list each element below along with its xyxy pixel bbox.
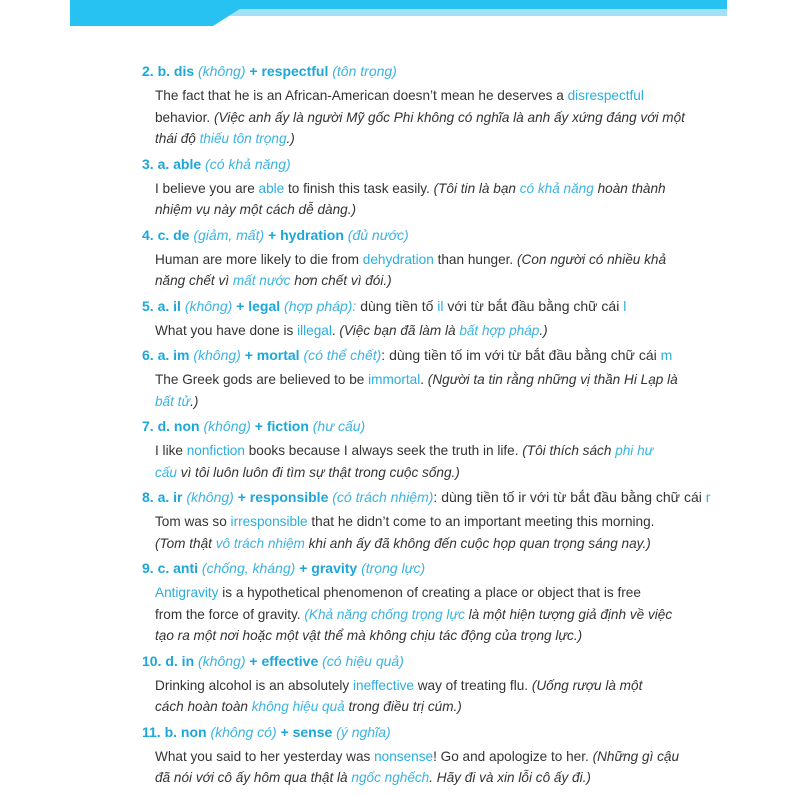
text-segment: vì tôi luôn luôn đi tìm sự thật trong cuộc sống.)	[176, 464, 460, 480]
highlighted-term: + respectful	[245, 63, 333, 79]
highlighted-term: (có thể chết)	[303, 347, 382, 363]
answer-heading	[142, 344, 682, 366]
text-segment: .	[331, 322, 340, 338]
text-line	[155, 462, 682, 484]
highlighted-term: + sense	[276, 723, 337, 740]
text-segment: behavior.	[155, 109, 214, 125]
highlighted-term: 3. a. able	[142, 155, 206, 172]
answer-heading	[142, 557, 682, 579]
text-line	[155, 270, 682, 292]
example-sentence	[155, 369, 682, 412]
highlighted-term: thiếu tôn trọng	[199, 131, 287, 146]
highlighted-term: irresponsible	[230, 514, 308, 529]
answer-heading	[142, 153, 682, 175]
highlighted-term: immortal	[368, 372, 421, 387]
highlighted-term: + mortal	[240, 347, 304, 363]
text-segment: What you have done is	[155, 322, 298, 338]
answer-heading	[142, 60, 682, 82]
highlighted-term: able	[258, 180, 285, 196]
answer-heading	[142, 295, 682, 317]
text-segment: hoàn thành	[593, 180, 666, 196]
answer-entry	[142, 295, 682, 342]
text-segment: ! Go and apologize to her.	[433, 748, 593, 764]
example-sentence	[155, 440, 682, 483]
text-segment: What you said to her yesterday was	[155, 748, 375, 764]
text-segment: với từ bắt đầu bằng chữ cái	[443, 297, 624, 314]
text-segment: tạo ra một nơi hoặc một vật thể mà không chịu tác động của trọng lực.)	[155, 628, 583, 643]
text-segment: I like	[155, 443, 187, 458]
highlighted-term: phi hư	[615, 443, 654, 458]
text-segment: là một hiện tượng giả định về việc	[464, 606, 673, 622]
text-segment: than hunger.	[433, 251, 517, 267]
text-line	[155, 85, 682, 107]
text-segment: nhiệm vụ này một cách dễ dàng.)	[155, 202, 356, 217]
text-segment: (Uống rượu là một	[531, 677, 643, 693]
text-segment: I believe you are	[155, 180, 259, 196]
highlighted-term: (có trách nhiệm)	[332, 489, 434, 505]
text-segment: The Greek gods are believed to be	[155, 372, 369, 387]
text-segment: Drinking alcohol is an absolutely	[155, 677, 353, 693]
text-segment: Human are more likely to die from	[155, 251, 363, 267]
highlighted-term: 8. a. ir	[142, 489, 187, 505]
highlighted-term: r	[705, 489, 711, 505]
text-line	[155, 369, 682, 391]
highlighted-term: vô trách nhiệm	[215, 535, 305, 551]
text-line	[155, 107, 685, 129]
text-segment: .	[420, 372, 428, 387]
text-line	[155, 128, 682, 150]
highlighted-term: dehydration	[362, 251, 434, 267]
highlighted-term: bất tử	[155, 393, 191, 409]
text-line	[155, 249, 682, 271]
answer-heading	[142, 650, 682, 672]
highlighted-term: cấu	[155, 464, 177, 480]
text-segment: that he didn’t come to an important meeting this morning.	[307, 514, 655, 529]
highlighted-term: (ý nghĩa)	[336, 723, 391, 740]
text-segment: is a hypothetical phenomenon of creating a place or object that is free	[218, 585, 641, 600]
highlighted-term: (Khả năng chống trọng lực	[304, 606, 465, 622]
highlighted-term: (tôn trọng)	[332, 63, 397, 79]
highlighted-term: 10. d. in	[142, 652, 199, 669]
text-segment: (Những gì cậu	[592, 748, 680, 764]
text-segment: đã nói với cô ấy hôm qua thật là	[155, 770, 352, 785]
highlighted-term: (có hiệu quả)	[322, 652, 404, 669]
highlighted-term: (không)	[193, 347, 241, 363]
highlighted-term: ngốc nghếch	[351, 770, 430, 785]
text-segment: (Tôi thích sách	[522, 443, 616, 458]
highlighted-term: (trọng lực)	[361, 560, 426, 576]
text-segment: way of treating flu.	[413, 677, 532, 693]
text-segment: khi anh ấy đã không đến cuộc họp quan trọng sáng nay.)	[304, 535, 651, 551]
highlighted-term: + responsible	[233, 489, 333, 505]
highlighted-term: (chống, kháng)	[201, 560, 296, 576]
text-line	[155, 604, 682, 626]
text-line	[155, 533, 682, 555]
text-line	[155, 511, 682, 533]
example-sentence	[155, 85, 685, 150]
text-segment: to finish this task easily.	[284, 180, 434, 196]
text-line	[155, 391, 682, 413]
text-segment: trong điều trị cúm.)	[344, 699, 462, 714]
text-segment: . Hãy đi và xin lỗi cô ấy đi.)	[429, 770, 591, 785]
text-segment: (Tom thật	[155, 535, 216, 551]
highlighted-term: (đủ nước)	[347, 226, 409, 243]
text-line	[155, 767, 682, 789]
text-segment: Tom was so	[155, 514, 231, 529]
example-sentence	[155, 320, 682, 342]
text-segment: (Tôi tin là bạn	[433, 180, 520, 196]
highlighted-term: + hydration	[264, 226, 348, 243]
highlighted-term: có khả năng	[519, 180, 594, 196]
example-sentence	[155, 746, 682, 789]
text-segment: books because I always seek the truth in life.	[244, 443, 523, 458]
highlighted-term: + fiction	[250, 418, 313, 434]
highlighted-term: 6. a. im	[142, 347, 194, 363]
text-segment: (Việc bạn đã làm là	[339, 322, 460, 338]
highlighted-term: (không)	[203, 418, 251, 434]
highlighted-term: mất nước	[232, 273, 291, 288]
answer-entry	[142, 557, 682, 647]
text-segment: hơn chết vì đói.)	[290, 273, 392, 288]
text-line	[155, 320, 682, 342]
highlighted-term: 11. b. non	[142, 723, 211, 740]
highlighted-term: l	[623, 297, 627, 314]
highlighted-term: (không)	[186, 489, 234, 505]
text-line	[155, 675, 682, 697]
text-segment: cách hoàn toàn	[155, 699, 252, 714]
highlighted-term: (giảm, mất)	[193, 226, 265, 243]
highlighted-term: Antigravity	[155, 585, 219, 600]
page-header-band	[70, 0, 727, 26]
answer-key-content	[142, 60, 711, 792]
text-line	[155, 696, 682, 718]
example-sentence	[155, 249, 682, 292]
answer-entry	[142, 344, 682, 412]
answer-heading	[142, 224, 682, 246]
highlighted-term: (hư cấu)	[312, 418, 366, 434]
text-segment: dùng tiền tố	[356, 297, 438, 314]
highlighted-term: m	[660, 347, 673, 363]
highlighted-term: (hợp pháp):	[284, 297, 357, 314]
answer-heading	[142, 721, 682, 743]
text-line	[155, 625, 682, 647]
highlighted-term: không hiệu quả	[251, 699, 345, 714]
text-segment: .)	[539, 322, 548, 338]
text-line	[155, 199, 682, 221]
text-segment: : dùng tiền tố im với từ bắt đầu bằng chữ cái	[381, 347, 661, 363]
answer-heading	[142, 415, 682, 437]
answer-entry	[142, 721, 682, 789]
example-sentence	[155, 511, 682, 554]
text-line	[155, 178, 682, 200]
answer-heading	[142, 486, 711, 508]
highlighted-term: (không)	[198, 652, 246, 669]
highlighted-term: nonfiction	[186, 443, 245, 458]
highlighted-term: + gravity	[295, 560, 362, 576]
text-segment: (Việc anh ấy là người Mỹ gốc Phi không có nghĩa là anh ấy xứng đáng với một	[213, 109, 685, 125]
highlighted-term: ineffective	[352, 677, 414, 693]
text-line	[155, 440, 682, 462]
highlighted-term: disrespectful	[567, 88, 644, 103]
highlighted-term: (không)	[184, 297, 233, 314]
answer-entry	[142, 60, 685, 150]
highlighted-term: (có khả năng)	[205, 155, 291, 172]
highlighted-term: 2. b. dis	[142, 63, 199, 79]
text-line	[155, 746, 682, 768]
highlighted-term: (không có)	[210, 723, 277, 740]
highlighted-term: illegal	[297, 322, 332, 338]
highlighted-term: nonsense	[374, 748, 434, 764]
highlighted-term: + legal	[232, 297, 285, 314]
text-segment: (Con người có nhiều khả	[516, 251, 667, 267]
highlighted-term: 7. d. non	[142, 418, 204, 434]
text-segment: from the force of gravity.	[155, 606, 305, 622]
text-segment: .)	[190, 393, 199, 409]
text-segment: : dùng tiền tố ir với từ bắt đầu bằng chữ cái	[433, 489, 706, 505]
highlighted-term: bất hợp pháp	[459, 322, 540, 338]
highlighted-term: (không)	[198, 63, 246, 79]
highlighted-term: 5. a. il	[142, 297, 185, 314]
answer-entry	[142, 650, 682, 718]
text-line	[155, 582, 682, 604]
text-segment: thái độ	[155, 131, 200, 146]
text-segment: The fact that he is an African-American doesn’t mean he deserves a	[155, 88, 568, 103]
highlighted-term: 9. c. anti	[142, 560, 202, 576]
text-segment: năng chết vì	[155, 273, 233, 288]
answer-entry	[142, 486, 711, 554]
text-segment: (Người ta tin rằng những vị thần Hi Lạp là	[427, 372, 678, 387]
answer-entry	[142, 153, 682, 221]
answer-entry	[142, 415, 682, 483]
example-sentence	[155, 675, 682, 718]
example-sentence	[155, 582, 682, 647]
answer-entry	[142, 224, 682, 292]
text-segment: .)	[286, 131, 295, 146]
highlighted-term: 4. c. de	[142, 226, 194, 243]
example-sentence	[155, 178, 682, 221]
highlighted-term: + effective	[245, 652, 323, 669]
highlighted-term: il	[437, 297, 444, 314]
